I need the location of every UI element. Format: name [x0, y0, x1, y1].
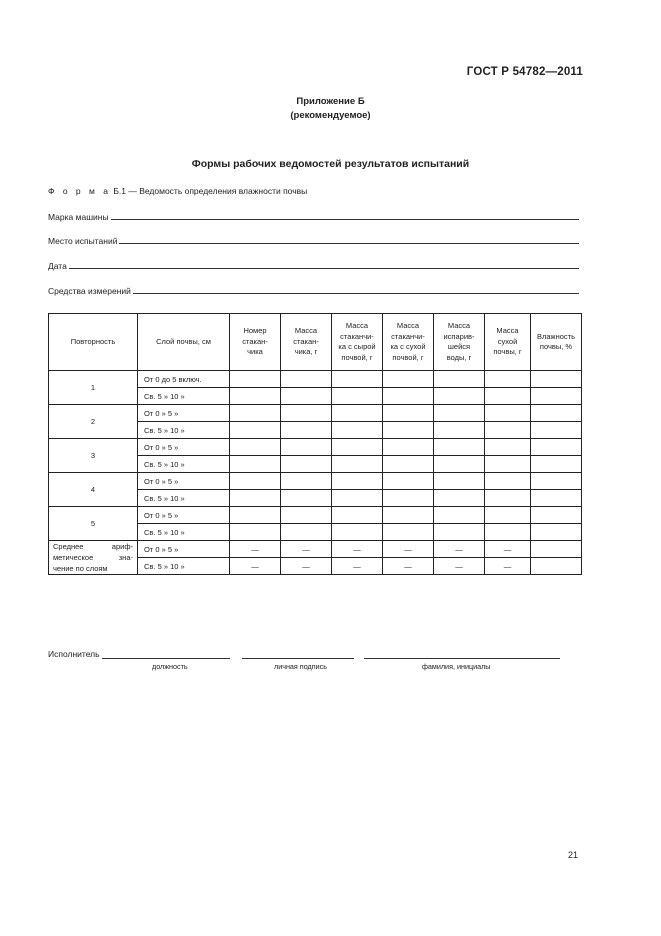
data-cell: [230, 524, 281, 541]
appendix-title: Приложение Б: [296, 96, 365, 107]
table-row: [49, 439, 582, 456]
field-machine-brand: [48, 210, 579, 222]
data-cell: [531, 422, 582, 439]
data-cell: [332, 456, 383, 473]
soil-layer-cell: Св. 5 » 10 »: [138, 524, 230, 541]
data-cell: [281, 371, 332, 388]
soil-layer-cell: От 0 » 5 »: [138, 405, 230, 422]
data-cell: [485, 439, 531, 456]
fill-line: [119, 243, 579, 244]
dash-cell: —: [434, 558, 485, 575]
data-cell: [281, 473, 332, 490]
data-cell: [434, 405, 485, 422]
data-cell: [434, 490, 485, 507]
average-label-line: чение по слоям: [53, 564, 108, 573]
data-cell: [531, 371, 582, 388]
data-cell: [383, 456, 434, 473]
data-cell: [281, 524, 332, 541]
data-cell: [281, 405, 332, 422]
data-cell: [332, 490, 383, 507]
data-cell: [383, 490, 434, 507]
appendix-status: (рекомендуемое): [290, 110, 371, 121]
data-cell: [230, 507, 281, 524]
dash-cell: —: [230, 541, 281, 558]
dash-cell: —: [383, 541, 434, 558]
field-label: Средства измерений: [48, 286, 131, 296]
data-cell: [485, 388, 531, 405]
data-cell: [531, 507, 582, 524]
data-cell: [230, 371, 281, 388]
data-cell: [485, 507, 531, 524]
table-body: [49, 371, 582, 575]
data-cell: [281, 388, 332, 405]
data-cell: [434, 507, 485, 524]
soil-layer-cell: Св. 5 » 10 »: [138, 456, 230, 473]
col-header-mass-wet: Масса стаканчи- ка с сырой почвой, г: [332, 314, 383, 371]
col-header-cup-number: Номер стакан- чика: [230, 314, 281, 371]
data-cell: [485, 490, 531, 507]
dash-cell: —: [332, 558, 383, 575]
repetition-cell: 3: [49, 439, 138, 473]
repetition-cell: 2: [49, 405, 138, 439]
data-cell: [383, 405, 434, 422]
col-header-soil-layer: Слой почвы, см: [138, 314, 230, 371]
data-cell: [485, 422, 531, 439]
data-cell: [230, 490, 281, 507]
average-label-line: Среднее ариф-: [53, 542, 133, 551]
data-cell: [281, 507, 332, 524]
caption-full-name: фамилия, инициалы: [422, 662, 491, 671]
average-row: [49, 541, 582, 558]
field-label: Место испытаний: [48, 236, 118, 246]
soil-layer-cell: Св. 5 » 10 »: [138, 490, 230, 507]
col-header-dry-soil-mass: Масса сухой почвы, г: [485, 314, 531, 371]
data-cell: [281, 456, 332, 473]
dash-cell: —: [230, 558, 281, 575]
table-row: [49, 507, 582, 524]
dash-cell: —: [281, 541, 332, 558]
col-header-water-mass: Масса испарив- шейся воды, г: [434, 314, 485, 371]
data-cell: [383, 422, 434, 439]
soil-layer-cell: Св. 5 » 10 »: [138, 558, 230, 575]
col-header-cup-mass: Масса стакан- чика, г: [281, 314, 332, 371]
data-cell: [230, 422, 281, 439]
data-cell: [531, 405, 582, 422]
form-caption: [48, 186, 307, 196]
appendix-heading: [0, 95, 661, 123]
field-label: Дата: [48, 261, 67, 271]
col-header-moisture: Влажность почвы, %: [531, 314, 582, 371]
data-cell: [332, 405, 383, 422]
signature-block: [48, 648, 560, 659]
data-cell: [332, 439, 383, 456]
data-cell: [531, 490, 582, 507]
dash-cell: —: [281, 558, 332, 575]
position-line: [102, 648, 230, 659]
data-cell: [485, 405, 531, 422]
dash-cell: —: [332, 541, 383, 558]
dash-cell: —: [485, 541, 531, 558]
table-header-row: [49, 314, 582, 371]
dash-cell: —: [485, 558, 531, 575]
repetition-cell: 1: [49, 371, 138, 405]
soil-layer-cell: От 0 » 5 »: [138, 439, 230, 456]
fill-line: [133, 293, 579, 294]
data-cell: [332, 371, 383, 388]
soil-layer-cell: Св. 5 » 10 »: [138, 422, 230, 439]
data-cell: [230, 456, 281, 473]
caption-signature: личная подпись: [274, 662, 327, 671]
data-cell: [230, 473, 281, 490]
data-cell: [434, 439, 485, 456]
dash-cell: —: [383, 558, 434, 575]
average-label-cell: [49, 541, 138, 575]
form-section-title: Формы рабочих ведомостей результатов испытаний: [191, 158, 470, 170]
caption-position: должность: [152, 662, 188, 671]
soil-layer-cell: От 0 » 5 »: [138, 473, 230, 490]
form-caption-prefix: Ф о р м а: [48, 186, 111, 196]
table-row: [49, 371, 582, 388]
soil-layer-cell: От 0 » 5 »: [138, 541, 230, 558]
field-test-location: [48, 234, 579, 246]
data-cell: [383, 371, 434, 388]
data-cell: [332, 524, 383, 541]
soil-layer-cell: От 0 » 5 »: [138, 507, 230, 524]
data-cell: [531, 388, 582, 405]
data-cell: [230, 405, 281, 422]
data-cell: [531, 541, 582, 558]
data-cell: [281, 422, 332, 439]
data-cell: [332, 422, 383, 439]
repetition-cell: 5: [49, 507, 138, 541]
average-label-line: метическое зна-: [53, 553, 133, 562]
page-number: 21: [567, 850, 578, 860]
data-cell: [383, 524, 434, 541]
data-cell: [531, 524, 582, 541]
document-code: ГОСТ Р 54782—2011: [466, 66, 583, 78]
table-row: [49, 405, 582, 422]
data-cell: [485, 524, 531, 541]
data-cell: [230, 439, 281, 456]
data-cell: [531, 558, 582, 575]
data-cell: [434, 371, 485, 388]
fill-line: [69, 268, 579, 269]
field-date: [48, 259, 579, 271]
data-cell: [281, 490, 332, 507]
data-cell: [434, 422, 485, 439]
signature-label: Исполнитель: [48, 649, 100, 659]
data-cell: [230, 388, 281, 405]
data-cell: [434, 456, 485, 473]
data-cell: [281, 439, 332, 456]
data-cell: [531, 456, 582, 473]
data-cell: [434, 524, 485, 541]
data-cell: [383, 388, 434, 405]
data-cell: [383, 473, 434, 490]
data-cell: [434, 388, 485, 405]
data-cell: [485, 371, 531, 388]
soil-layer-cell: От 0 до 5 включ.: [138, 371, 230, 388]
data-cell: [332, 388, 383, 405]
col-header-mass-dry: Масса стаканчи- ка с сухой почвой, г: [383, 314, 434, 371]
data-cell: [383, 439, 434, 456]
data-cell: [332, 507, 383, 524]
field-measuring-instruments: [48, 284, 579, 296]
form-caption-text: Б.1 — Ведомость определения влажности почвы: [113, 186, 308, 196]
data-cell: [332, 473, 383, 490]
name-line: [364, 648, 560, 659]
soil-layer-cell: Св. 5 » 10 »: [138, 388, 230, 405]
signature-line: [242, 648, 354, 659]
dash-cell: —: [434, 541, 485, 558]
soil-moisture-table: [48, 313, 582, 575]
table-row: [49, 473, 582, 490]
field-label: Марка машины: [48, 212, 109, 222]
data-cell: [531, 439, 582, 456]
data-cell: [485, 456, 531, 473]
data-cell: [383, 507, 434, 524]
data-cell: [485, 473, 531, 490]
data-cell: [531, 473, 582, 490]
col-header-repetition: Повторность: [49, 314, 138, 371]
data-cell: [434, 473, 485, 490]
repetition-cell: 4: [49, 473, 138, 507]
fill-line: [111, 219, 579, 220]
